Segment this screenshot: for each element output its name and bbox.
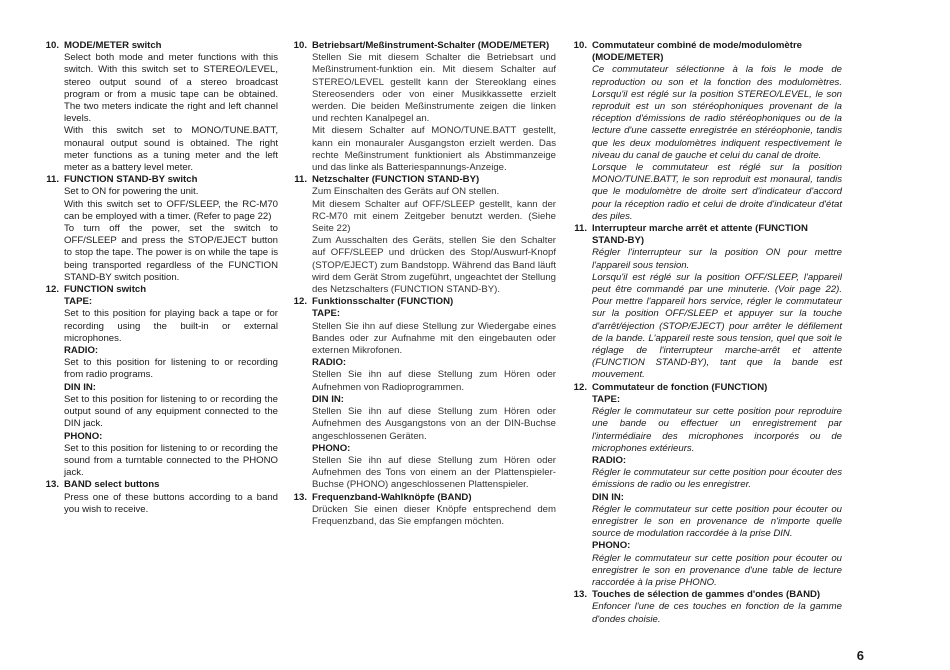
item-body: [286, 504, 556, 528]
column-english: [38, 40, 278, 516]
item-heading: [286, 174, 556, 186]
sub-heading: DIN IN:: [592, 491, 624, 503]
paragraph: Enfoncer l'une de ces touches en fonction de la gamme d'ondes choisie.: [592, 601, 842, 625]
item-number: 12.: [573, 381, 587, 393]
item-body: [566, 394, 842, 589]
item-heading: [38, 40, 278, 52]
paragraph: Mit diesem Schalter auf OFF/SLEEP gestellt, kann der RC-M70 mit einem Zeitgeber benutzt werden. (Siehe Seite 22): [312, 198, 556, 235]
manual-item: [38, 174, 278, 284]
paragraph: Lorsque le commutateur est réglé sur la position MONO/TUNE.BATT, le son reproduit est monaural, tandis que le modulomètre de droite sert d'indicateur d'accord pour la réception radio et celui de droite d'indicateur d'état des piles.: [592, 162, 842, 222]
manual-item: [566, 40, 842, 223]
paragraph: Stellen Sie mit diesem Schalter die Betriebsart und Meßinstrument-funktion ein. Mit diesem Schalter auf STEREO/LEVEL gestellt kann der Stereoklang eines Stereosenders oder von einer Musikkassette erzielt werden. Die beiden Meßinstrumente zeigen die linken und rechten Kanalpegel an.: [312, 52, 556, 125]
paragraph: Zum Einschalten des Geräts auf ON stellen.: [312, 186, 500, 198]
paragraph: Stellen Sie ihn auf diese Stellung zum Hören oder Aufnehmen des Tons von einem an der Plattenspieler-Buchse (PHONO) angeschlossenen Plattenspieler.: [312, 454, 556, 491]
item-body: [38, 492, 278, 516]
column-french: [566, 40, 842, 626]
item-number: 12.: [45, 284, 59, 296]
paragraph: Set to this position for playing back a tape or for recording using the built-in or external microphones.: [64, 308, 278, 344]
item-heading: [286, 492, 556, 504]
manual-item: [286, 492, 556, 529]
manual-item: [566, 223, 842, 382]
paragraph: Régler l'interrupteur sur la position ON pour mettre l'appareil sous tension.: [592, 247, 842, 271]
sub-heading: TAPE:: [64, 296, 93, 308]
item-number: 12.: [293, 296, 307, 308]
paragraph: To turn off the power, set the switch to OFF/SLEEP and press the STOP/EJECT button to stop the tape. The power is on while the tape is being transported regardless of the FUNCTION STAND-BY switch position.: [64, 223, 278, 283]
item-heading: [566, 382, 842, 394]
item-number: 11.: [574, 223, 587, 235]
sub-heading: DIN IN:: [312, 393, 344, 405]
item-body: [38, 186, 278, 284]
sub-heading: DIN IN:: [64, 381, 96, 393]
item-heading: [38, 479, 278, 491]
item-number: 10.: [45, 40, 59, 51]
item-heading: [566, 589, 842, 601]
manual-item: [566, 589, 842, 626]
paragraph: Lorsqu'il est réglé sur la position OFF/SLEEP, l'appareil peut être commandé par une minuterie. (Voir page 22). Pour mettre l'appareil hors service, régler le commutateur sur la position OFF/SLEEP et appuyer sur la touche d'arrêt/éjection (STOP/EJECT) pour arrêter le défilement de la bande. L'appareil reste sous tension, quel que soit le réglage de l'interrupteur marche-arrêt et attente (FUNCTION STAND-BY), tant que la bande est mouvement.: [592, 271, 842, 381]
item-title: Frequenzband-Wahlknöpfe (BAND): [312, 491, 472, 503]
item-heading: [286, 296, 556, 308]
sub-heading: PHONO:: [312, 442, 351, 454]
manual-item: [38, 479, 278, 516]
paragraph: With this switch set to OFF/SLEEP, the RC-M70 can be employed with a timer. (Refer to page 22): [64, 198, 278, 222]
paragraph: Ce commutateur sélectionne à la fois le mode de reproduction ou son et la fonction des modulomètres. Lorsqu'il est réglé sur la position STEREO/LEVEL, le son reproduit est un son stéréophoniques provenant de la réception d'émissions de radio stéréophoniques ou de la lecture d'une cassette enregistrée en stéréophonie, tandis que les deux modulomètres indiquent respectivement le niveau du canal de gauche et celui du canal de droite.: [592, 64, 842, 161]
paragraph: Set to this position for listening to or recording the sound from a turntable connected to the PHONO jack.: [64, 442, 278, 479]
item-title: MODE/METER switch: [64, 40, 162, 51]
paragraph: Set to this position for listening to or recording from radio programs.: [64, 357, 278, 381]
sub-heading: RADIO:: [312, 357, 347, 369]
paragraph: Drücken Sie einen dieser Knöpfe entsprechend dem Frequenzband, das Sie empfangen möchten.: [312, 503, 556, 527]
paragraph: Select both mode and meter functions with this switch. With this switch set to STEREO/LEVEL, stereo output sound of a stereo broadcast program or from a music tape can be obtained. The two meters indicate the right and left channel levels.: [64, 52, 278, 125]
paragraph: Stellen Sie ihn auf diese Stellung zum Hören oder Aufnehmen des Ausgangstons von an der DIN-Buchse angeschlossenen Geräten.: [312, 406, 556, 442]
item-heading: [38, 284, 278, 296]
item-body: [566, 601, 842, 625]
item-heading: [566, 40, 842, 64]
item-body: [566, 64, 842, 223]
item-body: [38, 52, 278, 174]
item-heading: [286, 40, 556, 52]
item-number: 13.: [573, 589, 587, 601]
paragraph: Set to ON for powering the unit.: [64, 186, 199, 198]
manual-item: [286, 174, 556, 296]
paragraph: Set to this position for listening to or recording the output sound of any equipment connected to the DIN jack.: [64, 393, 278, 430]
item-number: 13.: [45, 479, 59, 491]
item-title: FUNCTION switch: [64, 284, 147, 296]
paragraph: Régler le commutateur sur cette position pour écouter des émissions de radio ou les enregistrer.: [592, 467, 842, 491]
paragraph: With this switch set to MONO/TUNE.BATT, monaural output sound is obtained. The right meter functions as a tuning meter and the left meter as a battery level meter.: [64, 125, 278, 174]
manual-item: [286, 40, 556, 174]
item-title: Netzschalter (FUNCTION STAND-BY): [312, 174, 480, 186]
sub-heading: RADIO:: [592, 454, 627, 466]
paragraph: Régler le commutateur sur cette position pour écouter ou enregistrer le son en provenance d'une table de lecture raccordée à la prise PHONO.: [592, 552, 842, 588]
manual-item: [286, 296, 556, 491]
item-heading: [38, 174, 278, 186]
sub-heading: PHONO:: [64, 430, 103, 442]
item-number: 10.: [293, 40, 307, 51]
item-title: Touches de sélection de gammes d'ondes (BAND): [592, 589, 821, 601]
item-title: Interrupteur marche arrêt et attente (FUNCTION STAND-BY): [592, 223, 808, 247]
item-body: [38, 296, 278, 479]
item-number: 11.: [294, 174, 307, 186]
item-number: 13.: [293, 491, 307, 503]
manual-item: [566, 382, 842, 589]
column-german: [286, 40, 556, 528]
paragraph: Zum Ausschalten des Geräts, stellen Sie den Schalter auf OFF/SLEEP und drücken des Stop/Auswurf-Knopf (STOP/EJECT) zum Bandstopp. Während das Band läuft wird dem Gerät Strom zugeführt, ungeachtet der Stellung des Netzschalters (FUNCTION STAND-BY).: [312, 235, 556, 296]
item-title: Funktionsschalter (FUNCTION): [312, 296, 454, 308]
item-heading: [566, 223, 842, 247]
paragraph: Stellen Sie ihn auf diese Stellung zum Hören oder Aufnehmen von Radioprogrammen.: [312, 369, 556, 393]
item-title: Betriebsart/Meßinstrument-Schalter (MODE/METER): [312, 40, 550, 51]
sub-heading: TAPE:: [592, 393, 621, 405]
page-number: 6: [856, 648, 864, 663]
item-title: FUNCTION STAND-BY switch: [64, 174, 198, 186]
manual-item: [38, 40, 278, 174]
sub-heading: TAPE:: [312, 308, 341, 320]
manual-item: [38, 284, 278, 479]
paragraph: Régler le commutateur sur cette position pour reproduire une bande ou effectuer un enregistrement par l'intermédiaire des microphones incorporés ou de microphones extérieurs.: [592, 406, 842, 454]
sub-heading: PHONO:: [592, 540, 631, 552]
item-body: [286, 186, 556, 296]
item-body: [566, 247, 842, 381]
item-title: BAND select buttons: [64, 479, 160, 491]
paragraph: Press one of these buttons according to a band you wish to receive.: [64, 491, 278, 515]
item-number: 10.: [573, 40, 587, 51]
item-number: 11.: [46, 174, 59, 186]
paragraph: Régler le commutateur sur cette position pour écouter ou enregistrer le son en provenance de n'importe quelle source de modulation raccordée à la prise DIN.: [592, 503, 842, 540]
item-title: Commutateur combiné de mode/modulomètre (MODE/METER): [592, 40, 803, 64]
item-body: [286, 308, 556, 491]
paragraph: Mit diesem Schalter auf MONO/TUNE.BATT gestellt, kann ein monauraler Ausgangston erzielt werden. Das rechte Meßinstrument funktioniert als Abstimmanzeige und das linke als Batteriespannungs-Anzeige.: [312, 125, 556, 174]
sub-heading: RADIO:: [64, 345, 99, 357]
item-title: Commutateur de fonction (FUNCTION): [592, 381, 768, 393]
paragraph: Stellen Sie ihn auf diese Stellung zur Wiedergabe eines Bandes oder zur Aufnahme mit den eingebauten oder externen Mikrofonen.: [312, 320, 556, 357]
item-body: [286, 52, 556, 174]
